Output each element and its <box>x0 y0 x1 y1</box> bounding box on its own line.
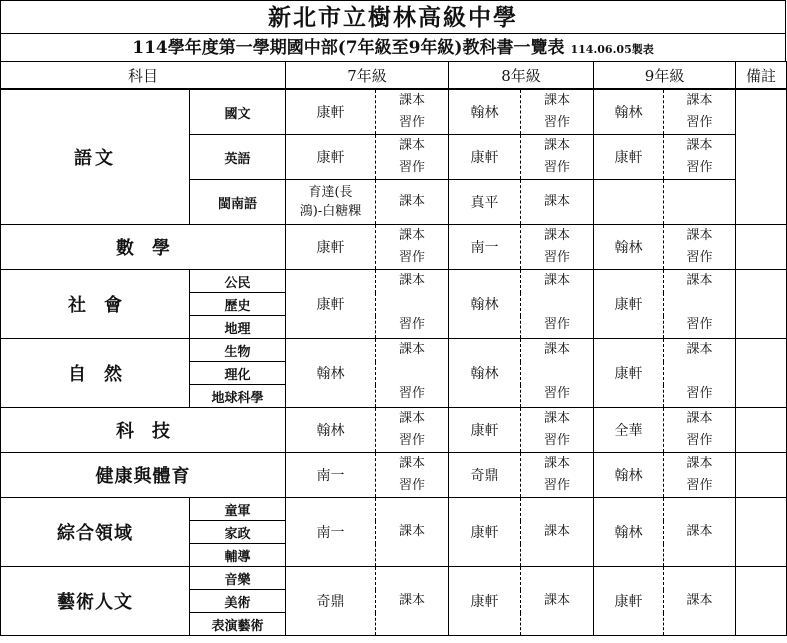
publisher-cell <box>594 180 664 225</box>
book-kind-cell: 課本 習作 <box>376 408 449 453</box>
book-kind-cell: 課本 <box>521 180 594 225</box>
table-row <box>1 225 787 270</box>
subsubject-guidance: 輔導 <box>190 544 286 567</box>
col-grade8: 8年級 <box>449 62 594 90</box>
publisher-cell: 康軒 <box>449 567 521 636</box>
book-kind-cell: 課本 習作 <box>376 135 449 180</box>
book-kind-cell: 課本 習作 <box>664 225 736 270</box>
subsubject-music: 音樂 <box>190 567 286 590</box>
book-kind-cell: 課本 <box>376 498 449 567</box>
note-cell <box>736 408 787 453</box>
subsubject-earth-science: 地球科學 <box>190 385 286 408</box>
publisher-cell: 康軒 <box>286 225 376 270</box>
book-kind-cell: 課本 習作 <box>521 408 594 453</box>
subject-language: 語文 <box>1 89 190 225</box>
col-subject: 科目 <box>1 62 286 90</box>
publisher-cell: 翰林 <box>594 453 664 498</box>
subsubject-history: 歷史 <box>190 293 286 316</box>
book-kind-cell: 課本 習作 <box>521 135 594 180</box>
book-kind-cell: 課本 習作 <box>376 89 449 135</box>
subsubject-physchem: 理化 <box>190 362 286 385</box>
publisher-cell: 奇鼎 <box>286 567 376 636</box>
publisher-cell: 翰林 <box>594 498 664 567</box>
col-grade9: 9年級 <box>594 62 736 90</box>
subject-health-pe: 健康與體育 <box>1 453 286 498</box>
publisher-cell: 翰林 <box>449 339 521 408</box>
book-kind-cell: 課本 習作 <box>376 453 449 498</box>
subsubject-visual-arts: 美術 <box>190 590 286 613</box>
publisher-cell: 康軒 <box>449 498 521 567</box>
subsubject-civics: 公民 <box>190 270 286 293</box>
book-kind-cell: 課本 <box>521 567 594 636</box>
publisher-cell: 育達(長 鴻)-白糖粿 <box>286 180 376 225</box>
col-grade7: 7年級 <box>286 62 449 90</box>
table-row <box>1 567 787 590</box>
publisher-cell: 康軒 <box>594 567 664 636</box>
subject-arts: 藝術人文 <box>1 567 190 636</box>
publisher-cell: 南一 <box>286 453 376 498</box>
subsubject-performing-arts: 表演藝術 <box>190 613 286 636</box>
book-kind-cell: 課本 習作 <box>664 453 736 498</box>
book-kind-cell: 課本 <box>376 567 449 636</box>
subject-tech: 科 技 <box>1 408 286 453</box>
note-cell <box>736 567 787 636</box>
book-kind-cell: 課本 習作 <box>521 270 594 339</box>
publisher-cell: 康軒 <box>594 135 664 180</box>
issue-date: 114.06.05製表 <box>570 43 654 56</box>
table-row <box>1 453 787 498</box>
table-row <box>1 498 787 521</box>
table-row <box>1 339 787 362</box>
publisher-cell: 翰林 <box>594 225 664 270</box>
subject-science: 自 然 <box>1 339 190 408</box>
book-kind-cell: 課本 習作 <box>521 225 594 270</box>
school-title: 新北市立樹林高級中學 <box>0 0 786 33</box>
book-kind-cell: 課本 習作 <box>376 270 449 339</box>
table-row <box>1 408 787 453</box>
list-subtitle <box>0 33 786 61</box>
book-kind-cell: 課本 <box>664 567 736 636</box>
book-kind-cell: 課本 習作 <box>376 339 449 408</box>
book-kind-cell: 課本 習作 <box>664 408 736 453</box>
note-cell <box>736 453 787 498</box>
book-kind-cell: 課本 <box>376 180 449 225</box>
book-kind-cell: 課本 習作 <box>521 89 594 135</box>
publisher-cell: 康軒 <box>449 408 521 453</box>
publisher-cell: 康軒 <box>286 135 376 180</box>
subsubject-geography: 地理 <box>190 316 286 339</box>
col-note: 備註 <box>736 62 787 90</box>
header-row <box>1 62 787 90</box>
subsubject-scout: 童軍 <box>190 498 286 521</box>
book-kind-cell: 課本 習作 <box>664 135 736 180</box>
book-kind-cell: 課本 習作 <box>376 225 449 270</box>
book-kind-cell: 課本 <box>664 498 736 567</box>
publisher-cell: 翰林 <box>286 408 376 453</box>
publisher-cell: 奇鼎 <box>449 453 521 498</box>
book-kind-cell: 課本 習作 <box>664 339 736 408</box>
table-row <box>1 270 787 293</box>
subsubject-chinese: 國文 <box>190 89 286 135</box>
note-cell <box>736 339 787 408</box>
table-row <box>1 89 787 135</box>
note-cell <box>736 225 787 270</box>
publisher-cell: 康軒 <box>286 89 376 135</box>
publisher-cell: 翰林 <box>594 89 664 135</box>
subject-math: 數 學 <box>1 225 286 270</box>
publisher-cell: 全華 <box>594 408 664 453</box>
book-kind-cell: 課本 <box>521 498 594 567</box>
subject-social: 社 會 <box>1 270 190 339</box>
publisher-cell: 南一 <box>449 225 521 270</box>
note-cell <box>736 498 787 567</box>
subsubject-biology: 生物 <box>190 339 286 362</box>
publisher-cell: 康軒 <box>286 270 376 339</box>
book-kind-cell: 課本 習作 <box>521 453 594 498</box>
publisher-cell: 翰林 <box>449 89 521 135</box>
book-kind-cell: 課本 習作 <box>664 89 736 135</box>
subsubject-minnan: 閩南語 <box>190 180 286 225</box>
note-cell <box>736 270 787 339</box>
textbook-table <box>0 61 787 636</box>
publisher-cell: 真平 <box>449 180 521 225</box>
book-kind-cell: 課本 習作 <box>664 270 736 339</box>
publisher-cell: 康軒 <box>594 339 664 408</box>
publisher-cell: 翰林 <box>286 339 376 408</box>
note-cell <box>736 89 787 225</box>
subsubject-home-economics: 家政 <box>190 521 286 544</box>
subsubject-english: 英語 <box>190 135 286 180</box>
publisher-cell: 康軒 <box>449 135 521 180</box>
subject-integrated: 綜合領域 <box>1 498 190 567</box>
subtitle-text: 114學年度第一學期國中部(7年級至9年級)教科書一覽表 <box>132 38 565 58</box>
book-kind-cell <box>664 180 736 225</box>
publisher-cell: 翰林 <box>449 270 521 339</box>
book-kind-cell: 課本 習作 <box>521 339 594 408</box>
publisher-cell: 康軒 <box>594 270 664 339</box>
publisher-cell: 南一 <box>286 498 376 567</box>
